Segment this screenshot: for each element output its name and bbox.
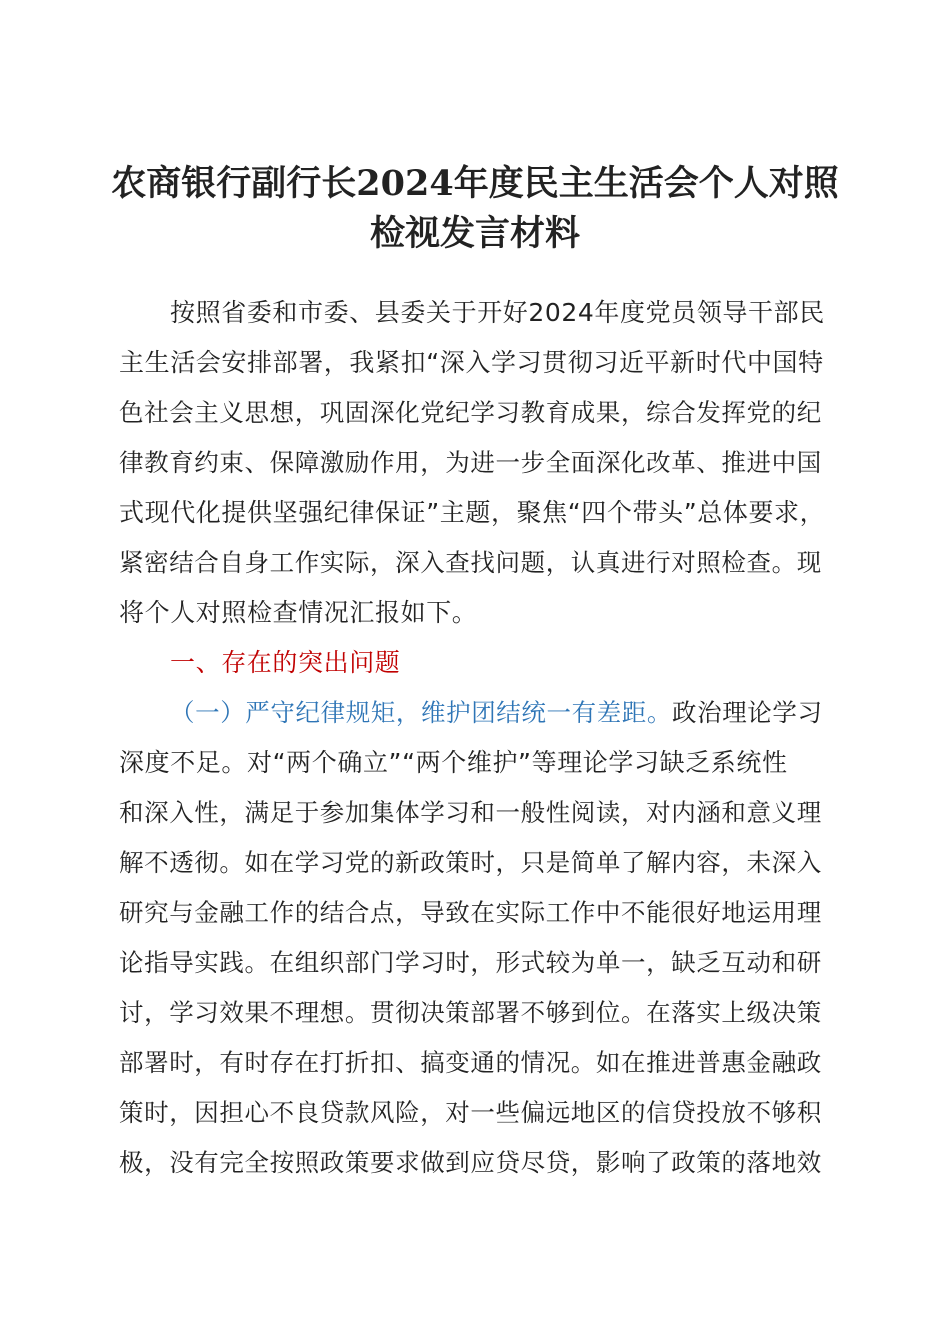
body-line: 讨，学习效果不理想。贯彻决策部署不够到位。在落实上级决策: [119, 998, 822, 1027]
subsection-heading: （一）严守纪律规矩，维护团结统一有差距。: [170, 698, 672, 727]
body-line: 极，没有完全按照政策要求做到应贷尽贷，影响了政策的落地效: [119, 1148, 822, 1177]
document-title-line-1: 农商银行副行长2024年度民主生活会个人对照: [111, 163, 839, 204]
document-title-line-2: 检视发言材料: [369, 213, 580, 254]
intro-line: 主生活会安排部署，我紧扣“深入学习贯彻习近平新时代中国特: [119, 348, 824, 377]
section-heading: 一、存在的突出问题: [170, 648, 401, 677]
subsection-first-line-text: 政治理论学习: [672, 698, 823, 727]
intro-line: 色社会主义思想，巩固深化党纪学习教育成果，综合发挥党的纪: [119, 398, 822, 427]
intro-line: 式现代化提供坚强纪律保证”主题，聚焦“四个带头”总体要求，: [119, 498, 826, 527]
intro-line: 将个人对照检查情况汇报如下。: [119, 598, 478, 627]
body-line: 研究与金融工作的结合点，导致在实际工作中不能很好地运用理: [119, 898, 822, 927]
body-line: 解不透彻。如在学习党的新政策时，只是简单了解内容，未深入: [119, 848, 822, 877]
intro-line: 按照省委和市委、县委关于开好2024年度党员领导干部民: [170, 298, 825, 327]
intro-line: 律教育约束、保障激励作用，为进一步全面深化改革、推进中国: [119, 448, 822, 477]
intro-line: 紧密结合自身工作实际，深入查找问题，认真进行对照检查。现: [119, 548, 822, 577]
body-line: 深度不足。对“两个确立”“两个维护”等理论学习缺乏系统性: [119, 748, 788, 777]
body-line: 策时，因担心不良贷款风险，对一些偏远地区的信贷投放不够积: [119, 1098, 822, 1127]
body-line: 论指导实践。在组织部门学习时，形式较为单一，缺乏互动和研: [119, 948, 822, 977]
subsection-first-line: [170, 697, 823, 729]
body-line: 和深入性，满足于参加集体学习和一般性阅读，对内涵和意义理: [119, 798, 822, 827]
body-line: 部署时，有时存在打折扣、搞变通的情况。如在推进普惠金融政: [119, 1048, 822, 1077]
